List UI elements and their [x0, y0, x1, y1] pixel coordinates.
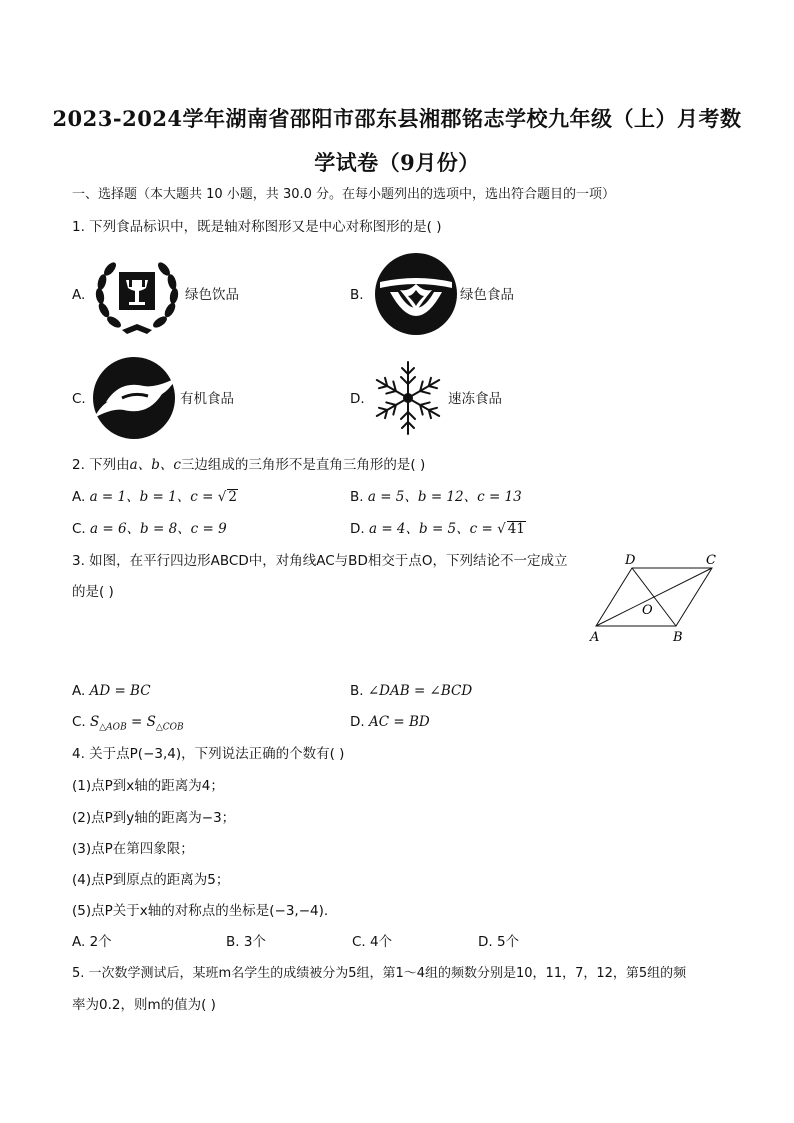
q1-option-a-letter: A.: [72, 287, 86, 303]
q4-item-4: (4)点P到原点的距离为5；: [72, 872, 230, 888]
page-title-line2: 学试卷（9月份）: [314, 150, 480, 175]
q3-option-c: [72, 713, 184, 737]
q3-option-a-text: AD = BC: [89, 683, 151, 699]
q3-option-c-sub2: △COB: [155, 722, 184, 733]
question-5-line1: 5. 一次数学测试后，某班m名学生的成绩被分为5组，第1～4组的频数分别是10，11，7，12，第5组的频: [72, 966, 687, 981]
q4-option-b: [226, 933, 266, 951]
wheat-wreath-logo-icon: [92, 252, 182, 338]
q3-option-b: [350, 682, 472, 700]
q2-option-a: A. a = 1、b = 1、c = √ 2: [72, 489, 237, 505]
q4-option-a: [72, 933, 112, 951]
q2-option-d-letter: D.: [350, 521, 365, 537]
vertex-label-b: B: [673, 630, 683, 645]
q3-option-c-sub1: △AOB: [99, 722, 127, 733]
question-2-stem: [72, 456, 425, 474]
question-5-line2: 率为0.2，则m的值为( ): [72, 997, 216, 1013]
q4-option-b-text: 3个: [243, 934, 266, 950]
page-title-line1: 2023-2024学年湖南省邵阳市邵东县湘郡铭志学校九年级（上）月考数: [52, 106, 742, 131]
question-1-stem: 1. 下列食品标识中，既是轴对称图形又是中心对称图形的是( ): [72, 219, 442, 235]
q1-option-a-caption: 绿色饮品: [185, 287, 239, 303]
q3-option-d: [350, 713, 430, 731]
diagonal-bd: [632, 568, 676, 626]
q2-option-c-text: a = 6、b = 8、c = 9: [90, 521, 227, 537]
q3-option-d-text: AC = BD: [368, 714, 430, 730]
q4-option-d-text: 5个: [496, 934, 520, 950]
vertex-label-c: C: [706, 553, 716, 568]
q1-option-d-letter: D.: [350, 391, 365, 407]
vertex-label-d: D: [625, 553, 636, 568]
q3-option-c-eq: = S: [126, 714, 156, 730]
q3-option-a-letter: A.: [72, 683, 86, 699]
snowflake-icon: [372, 358, 444, 438]
q3-option-a: [72, 682, 151, 700]
q1-option-d-caption: 速冻食品: [448, 391, 502, 407]
vertex-label-a: A: [590, 630, 600, 645]
q3-option-c-s1: S: [90, 714, 100, 730]
q4-option-a-text: 2个: [89, 934, 112, 950]
point-label-o: O: [642, 603, 653, 618]
q2-option-d: D. a = 4、b = 5、c = √ 41: [350, 521, 525, 537]
q2-stem-post: 三边组成的三角形不是直角三角形的是( ): [180, 457, 426, 473]
question-3-stem-line1: 3. 如图，在平行四边形ABCD中，对角线AC与BD相交于点O，下列结论不一定成立: [72, 553, 568, 569]
q4-item-3: (3)点P在第四象限；: [72, 841, 194, 857]
q4-option-d-letter: D.: [478, 934, 493, 950]
q2-option-d-radicand: 41: [507, 521, 525, 537]
q2-stem-vars: a、b、c: [129, 457, 181, 473]
q2-option-c-letter: C.: [72, 521, 86, 537]
q2-option-b: [350, 488, 522, 506]
q2-stem-pre: 2. 下列由: [72, 457, 130, 473]
q4-option-d: [478, 933, 519, 951]
q2-option-c: [72, 520, 227, 538]
question-4-stem: 4. 关于点P(−3,4)，下列说法正确的个数有( ): [72, 746, 345, 762]
q3-option-b-letter: B.: [350, 683, 364, 699]
q3-option-c-letter: C.: [72, 714, 86, 730]
q4-option-c: [352, 933, 392, 951]
q1-option-c-letter: C.: [72, 391, 86, 407]
q2-option-b-text: a = 5、b = 12、c = 13: [367, 489, 522, 505]
parallelogram-figure: [582, 548, 722, 648]
q1-option-b-caption: 绿色食品: [460, 287, 514, 303]
section-header: 一、选择题（本大题共 10 小题，共 30.0 分。在每小题列出的选项中，选出符合题目的一项）: [72, 187, 616, 202]
q1-option-c-caption: 有机食品: [180, 391, 234, 407]
q2-option-a-radicand: 2: [228, 489, 237, 505]
organic-food-logo-icon: [92, 356, 178, 440]
q4-option-b-letter: B.: [226, 934, 240, 950]
q3-option-b-text: ∠DAB = ∠BCD: [367, 683, 473, 699]
q4-item-1: (1)点P到x轴的距离为4；: [72, 778, 224, 794]
green-food-logo-icon: [374, 252, 458, 336]
question-3-stem-line2: 的是( ): [72, 584, 114, 600]
q2-option-b-letter: B.: [350, 489, 364, 505]
q1-option-b-letter: B.: [350, 287, 364, 303]
q4-option-c-letter: C.: [352, 934, 366, 950]
q3-option-d-letter: D.: [350, 714, 365, 730]
q2-option-a-letter: A.: [72, 489, 86, 505]
q4-option-a-letter: A.: [72, 934, 86, 950]
q4-item-2: (2)点P到y轴的距离为−3；: [72, 810, 236, 826]
q4-item-5: (5)点P关于x轴的对称点的坐标是(−3,−4).: [72, 903, 329, 919]
q2-option-d-text: a = 4、b = 5、c =: [368, 521, 498, 537]
q4-option-c-text: 4个: [370, 934, 393, 950]
q2-option-a-text: a = 1、b = 1、c =: [89, 489, 218, 505]
